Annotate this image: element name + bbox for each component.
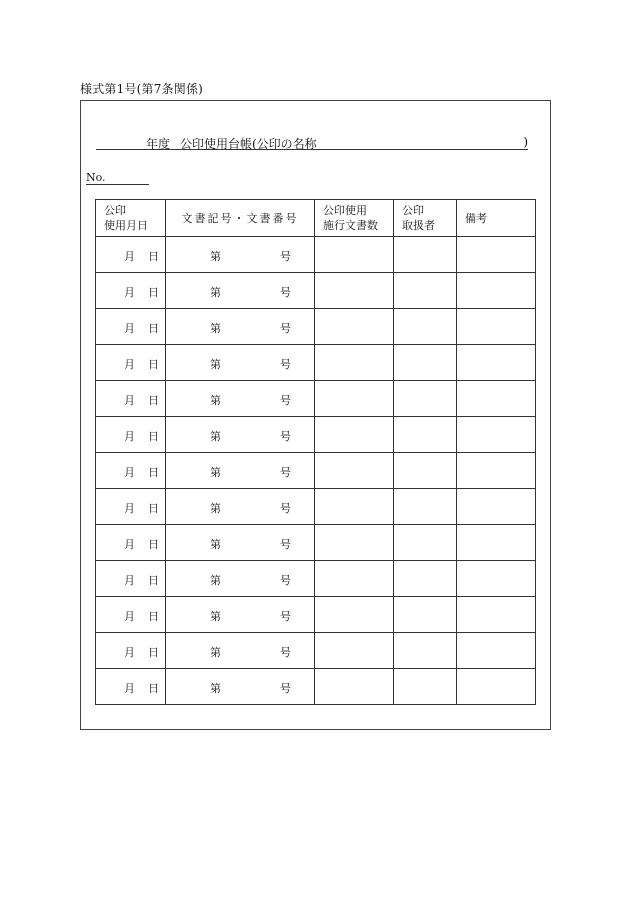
number-prefix-label: 第	[210, 466, 221, 479]
remarks-cell[interactable]	[457, 345, 536, 381]
usage-date-cell[interactable]	[96, 525, 166, 561]
handler-cell[interactable]	[394, 273, 457, 309]
day-label: 日	[148, 394, 159, 407]
table-row	[96, 273, 536, 309]
handler-cell[interactable]	[394, 345, 457, 381]
document-count-cell[interactable]	[315, 561, 394, 597]
number-suffix-label: 号	[280, 646, 291, 659]
header-line: 公印	[104, 204, 126, 217]
handler-cell[interactable]	[394, 381, 457, 417]
form-caption: 様式第1号(第7条関係)	[80, 82, 204, 96]
number-prefix-label: 第	[210, 358, 221, 371]
day-label: 日	[148, 610, 159, 623]
document-count-cell[interactable]	[315, 309, 394, 345]
header-line: 取扱者	[402, 219, 435, 232]
table-row	[96, 561, 536, 597]
handler-cell[interactable]	[394, 309, 457, 345]
table-row	[96, 633, 536, 669]
header-line: 公印	[402, 204, 424, 217]
number-prefix-label: 第	[210, 682, 221, 695]
handler-cell[interactable]	[394, 525, 457, 561]
document-count-cell[interactable]	[315, 417, 394, 453]
number-prefix-label: 第	[210, 430, 221, 443]
document-count-cell[interactable]	[315, 669, 394, 705]
header-document-count	[315, 200, 394, 237]
usage-date-cell[interactable]	[96, 489, 166, 525]
remarks-cell[interactable]	[457, 561, 536, 597]
number-suffix-label: 号	[280, 250, 291, 263]
month-label: 月	[124, 358, 135, 371]
document-count-cell[interactable]	[315, 633, 394, 669]
table-row	[96, 597, 536, 633]
document-count-cell[interactable]	[315, 489, 394, 525]
usage-date-cell[interactable]	[96, 237, 166, 273]
usage-date-cell[interactable]	[96, 417, 166, 453]
document-number-cell[interactable]	[166, 489, 315, 525]
seal-usage-table	[95, 199, 536, 705]
remarks-cell[interactable]	[457, 489, 536, 525]
number-prefix-label: 第	[210, 286, 221, 299]
document-number-cell[interactable]	[166, 669, 315, 705]
header-handler	[394, 200, 457, 237]
day-label: 日	[148, 502, 159, 515]
usage-date-cell[interactable]	[96, 597, 166, 633]
month-label: 月	[124, 250, 135, 263]
usage-date-cell[interactable]	[96, 309, 166, 345]
document-count-cell[interactable]	[315, 345, 394, 381]
day-label: 日	[148, 538, 159, 551]
table-header-row	[96, 200, 536, 237]
table-row	[96, 417, 536, 453]
usage-date-cell[interactable]	[96, 633, 166, 669]
year-label: 年度	[146, 137, 171, 151]
document-number-cell[interactable]	[166, 453, 315, 489]
number-suffix-label: 号	[280, 466, 291, 479]
number-suffix-label: 号	[280, 394, 291, 407]
document-number-cell[interactable]	[166, 345, 315, 381]
number-suffix-label: 号	[280, 610, 291, 623]
month-label: 月	[124, 502, 135, 515]
number-suffix-label: 号	[280, 502, 291, 515]
table-row	[96, 381, 536, 417]
number-suffix-label: 号	[280, 322, 291, 335]
remarks-cell[interactable]	[457, 525, 536, 561]
number-label: No.	[86, 171, 106, 184]
number-prefix-label: 第	[210, 646, 221, 659]
month-label: 月	[124, 574, 135, 587]
number-suffix-label: 号	[280, 682, 291, 695]
remarks-cell[interactable]	[457, 309, 536, 345]
number-prefix-label: 第	[210, 250, 221, 263]
header-usage-date	[96, 200, 166, 237]
day-label: 日	[148, 682, 159, 695]
month-label: 月	[124, 394, 135, 407]
month-label: 月	[124, 286, 135, 299]
document-number-cell[interactable]	[166, 417, 315, 453]
number-suffix-label: 号	[280, 574, 291, 587]
document-count-cell[interactable]	[315, 597, 394, 633]
remarks-cell[interactable]	[457, 633, 536, 669]
remarks-cell[interactable]	[457, 381, 536, 417]
document-count-cell[interactable]	[315, 453, 394, 489]
day-label: 日	[148, 250, 159, 263]
document-number-cell[interactable]	[166, 309, 315, 345]
month-label: 月	[124, 538, 135, 551]
day-label: 日	[148, 322, 159, 335]
handler-cell[interactable]	[394, 561, 457, 597]
usage-date-cell[interactable]	[96, 669, 166, 705]
handler-cell[interactable]	[394, 669, 457, 705]
number-prefix-label: 第	[210, 610, 221, 623]
document-number-cell[interactable]	[166, 597, 315, 633]
header-line: 公印使用	[323, 204, 367, 217]
handler-cell[interactable]	[394, 489, 457, 525]
handler-cell[interactable]	[394, 417, 457, 453]
document-number-cell[interactable]	[166, 237, 315, 273]
handler-cell[interactable]	[394, 453, 457, 489]
seal-name-label: 公印使用台帳(公印の名称	[180, 137, 317, 151]
number-prefix-label: 第	[210, 538, 221, 551]
remarks-cell[interactable]	[457, 669, 536, 705]
handler-cell[interactable]	[394, 633, 457, 669]
remarks-cell[interactable]	[457, 597, 536, 633]
number-prefix-label: 第	[210, 502, 221, 515]
document-count-cell[interactable]	[315, 381, 394, 417]
number-prefix-label: 第	[210, 322, 221, 335]
table-row	[96, 309, 536, 345]
handler-cell[interactable]	[394, 237, 457, 273]
header-line: 使用月日	[104, 219, 148, 232]
usage-date-cell[interactable]	[96, 381, 166, 417]
document-number-cell[interactable]	[166, 273, 315, 309]
usage-date-cell[interactable]	[96, 273, 166, 309]
remarks-cell[interactable]	[457, 237, 536, 273]
day-label: 日	[148, 286, 159, 299]
month-label: 月	[124, 322, 135, 335]
day-label: 日	[148, 358, 159, 371]
number-suffix-label: 号	[280, 358, 291, 371]
day-label: 日	[148, 646, 159, 659]
header-document-number	[166, 200, 315, 237]
number-prefix-label: 第	[210, 574, 221, 587]
number-suffix-label: 号	[280, 538, 291, 551]
usage-date-cell[interactable]	[96, 561, 166, 597]
document-number-cell[interactable]	[166, 633, 315, 669]
remarks-cell[interactable]	[457, 417, 536, 453]
day-label: 日	[148, 430, 159, 443]
document-count-cell[interactable]	[315, 273, 394, 309]
table-row	[96, 237, 536, 273]
remarks-cell[interactable]	[457, 273, 536, 309]
table-row	[96, 525, 536, 561]
table-row	[96, 669, 536, 705]
handler-cell[interactable]	[394, 597, 457, 633]
month-label: 月	[124, 430, 135, 443]
document-number-cell[interactable]	[166, 525, 315, 561]
document-count-cell[interactable]	[315, 525, 394, 561]
number-suffix-label: 号	[280, 430, 291, 443]
header-line: 施行文書数	[323, 219, 378, 232]
day-label: 日	[148, 574, 159, 587]
usage-date-cell[interactable]	[96, 345, 166, 381]
month-label: 月	[124, 646, 135, 659]
number-prefix-label: 第	[210, 394, 221, 407]
month-label: 月	[124, 610, 135, 623]
document-number-cell[interactable]	[166, 561, 315, 597]
table-row	[96, 489, 536, 525]
document-count-cell[interactable]	[315, 237, 394, 273]
day-label: 日	[148, 466, 159, 479]
month-label: 月	[124, 682, 135, 695]
table-row	[96, 345, 536, 381]
usage-date-cell[interactable]	[96, 453, 166, 489]
header-line: 文書記号・文書番号	[181, 211, 299, 225]
header-line: 備考	[465, 211, 487, 225]
number-suffix-label: 号	[280, 286, 291, 299]
document-number-cell[interactable]	[166, 381, 315, 417]
month-label: 月	[124, 466, 135, 479]
ledger-title-line	[96, 135, 528, 150]
number-field	[86, 171, 149, 185]
remarks-cell[interactable]	[457, 453, 536, 489]
table-body	[96, 237, 536, 705]
close-paren: )	[523, 135, 528, 149]
header-remarks	[457, 200, 536, 237]
table-row	[96, 453, 536, 489]
